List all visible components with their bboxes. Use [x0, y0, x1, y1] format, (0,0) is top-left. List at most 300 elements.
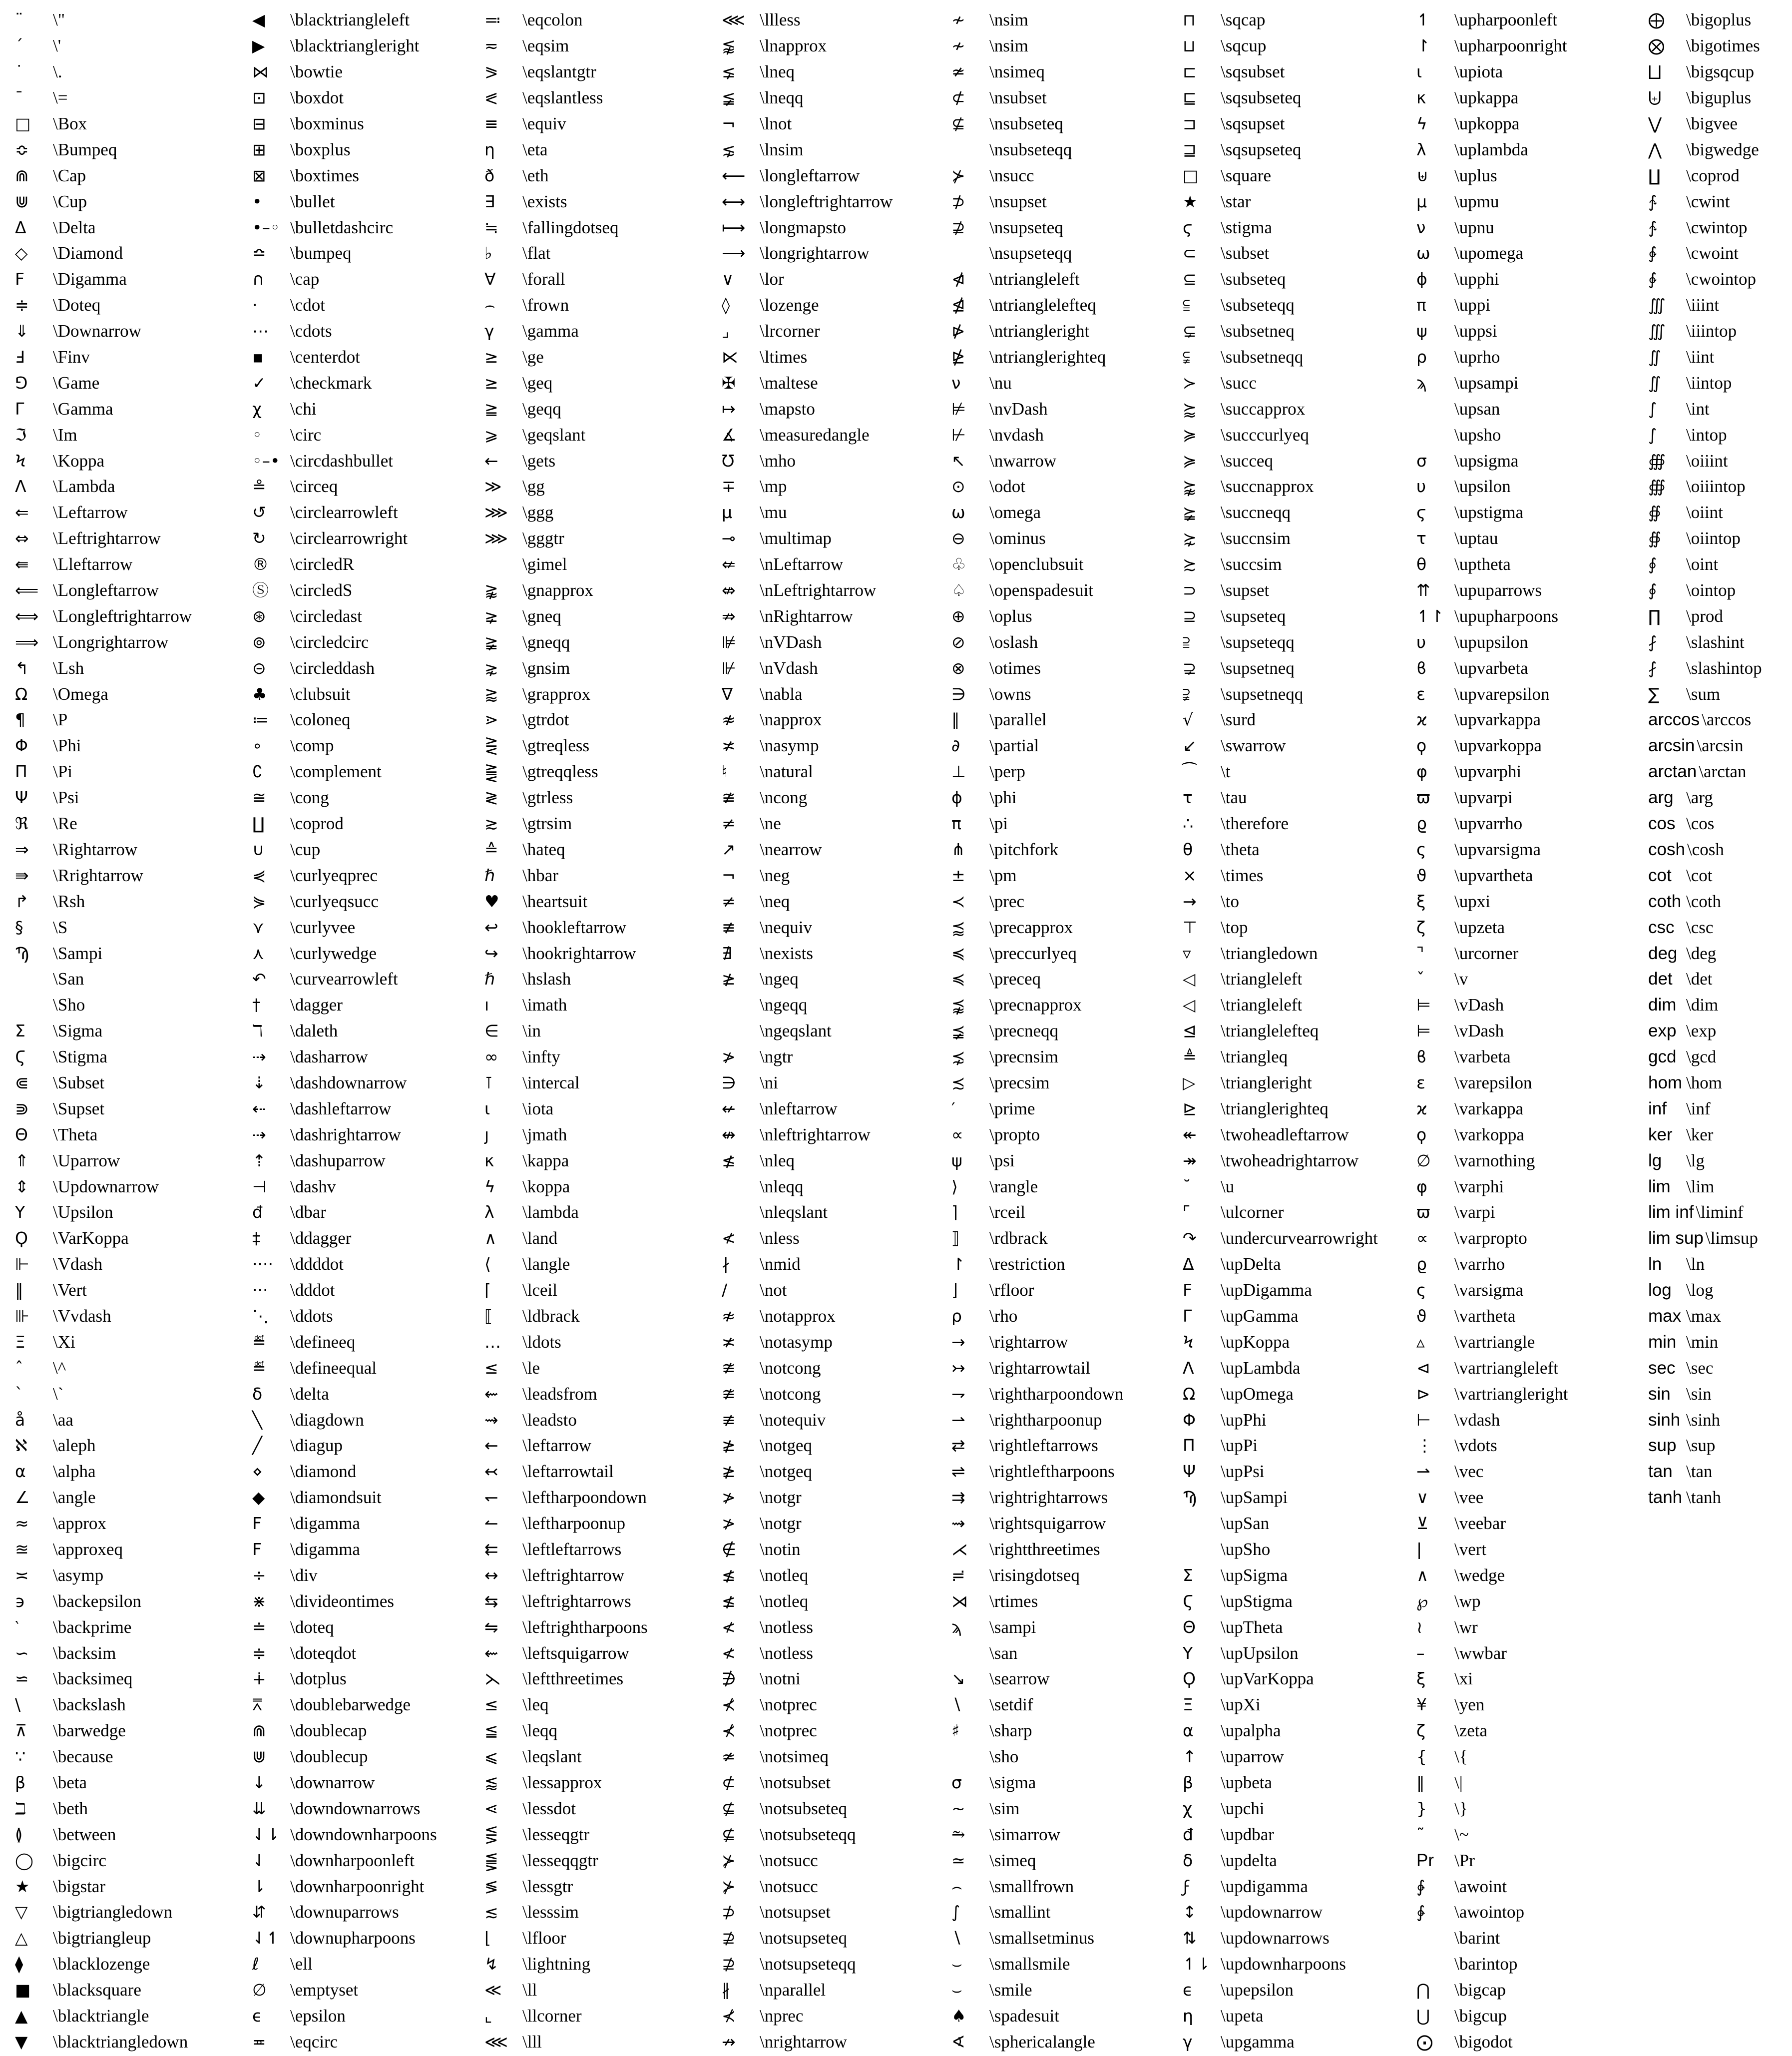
- symbol-glyph: ⪉: [722, 36, 736, 56]
- symbol-command: \notsupseteqq: [760, 1954, 856, 1974]
- symbol-row: [951, 1070, 1123, 1096]
- symbol-glyph: ⊈: [951, 114, 965, 133]
- symbol-row: [722, 111, 893, 137]
- symbol-command: \jmath: [522, 1124, 567, 1144]
- symbol-glyph: Ϛ: [1183, 1591, 1194, 1611]
- symbol-command: \ulcorner: [1221, 1202, 1284, 1222]
- symbol-glyph: φ: [1416, 762, 1427, 782]
- symbol-row: [1416, 551, 1568, 577]
- symbol-row: [1183, 85, 1378, 111]
- symbol-command: \Xi: [53, 1332, 75, 1352]
- symbol-glyph: ψ: [951, 1150, 962, 1170]
- symbol-glyph: ⇃⇂: [252, 1824, 280, 1844]
- symbol-command: \Stigma: [53, 1047, 107, 1067]
- symbol-row: [1648, 188, 1762, 214]
- symbol-command: \notasymp: [760, 1332, 833, 1352]
- symbol-row: [722, 59, 893, 85]
- symbol-glyph: ∮: [1648, 554, 1657, 574]
- symbol-glyph: ⪇: [722, 62, 736, 82]
- symbol-row: [722, 1666, 893, 1692]
- symbol-glyph: ⊘: [951, 632, 965, 652]
- symbol-row: [722, 1951, 893, 1977]
- symbol-row: [15, 292, 192, 318]
- symbol-glyph: ∩: [252, 269, 265, 289]
- symbol-command: \upharpoonleft: [1454, 10, 1558, 30]
- symbol-glyph: χ: [1183, 1798, 1193, 1818]
- symbol-glyph: ℑ: [15, 425, 27, 445]
- symbol-glyph: ⊠: [252, 165, 266, 185]
- symbol-row: [15, 681, 192, 707]
- symbol-glyph: ⊅: [951, 191, 965, 211]
- symbol-command: \ngeqq: [760, 995, 808, 1015]
- symbol-row: [951, 1977, 1123, 2003]
- symbol-glyph: ↦: [722, 399, 736, 419]
- symbol-row: [15, 266, 192, 292]
- symbol-command: \ddagger: [290, 1228, 352, 1248]
- symbol-glyph: ℧: [722, 451, 735, 471]
- symbol-glyph: ↿↾: [1416, 606, 1444, 626]
- symbol-command: \sqsupseteq: [1221, 139, 1302, 159]
- symbol-row: [951, 1225, 1123, 1251]
- symbol-command: \le: [522, 1358, 540, 1378]
- symbol-glyph: ↓: [252, 1773, 266, 1792]
- symbol-glyph: ····: [252, 1254, 273, 1274]
- symbol-command: \notcong: [760, 1384, 821, 1404]
- symbol-glyph: ⪶: [1183, 503, 1197, 522]
- symbol-glyph: ⋋: [484, 1669, 501, 1689]
- symbol-row: [484, 733, 648, 759]
- symbol-row: [1416, 837, 1568, 863]
- symbol-command: \subsetneq: [1221, 321, 1295, 341]
- symbol-command: \Upsilon: [53, 1202, 113, 1222]
- symbol-glyph: ⇋: [484, 1617, 498, 1637]
- symbol-command: \pitchfork: [989, 839, 1059, 859]
- symbol-command: \notin: [760, 1539, 801, 1559]
- symbol-glyph: ≝: [252, 1358, 266, 1378]
- symbol-glyph: lim inf: [1648, 1202, 1694, 1222]
- symbol-command: \nparallel: [760, 1980, 826, 2000]
- symbol-row: [1183, 759, 1378, 785]
- symbol-row: [1416, 992, 1568, 1018]
- symbol-glyph: ≅: [252, 788, 266, 808]
- symbol-row: [1183, 888, 1378, 914]
- symbol-command: \upharpoonright: [1454, 36, 1567, 56]
- symbol-glyph: ˇ: [1416, 969, 1425, 989]
- symbol-row: [1416, 1614, 1568, 1640]
- symbol-glyph: ⪌: [484, 762, 498, 782]
- symbol-command: \notsupset: [760, 1902, 831, 1922]
- symbol-command: \downdownharpoons: [290, 1824, 437, 1844]
- symbol-row: [484, 188, 648, 214]
- symbol-row: [1183, 2029, 1378, 2055]
- symbol-command: \bigoplus: [1686, 10, 1752, 30]
- symbol-glyph: ✠: [722, 373, 736, 393]
- symbol-command: \nwarrow: [989, 451, 1057, 471]
- symbol-glyph: ¶: [15, 710, 25, 730]
- symbol-row: [252, 785, 437, 811]
- symbol-glyph: ⇐: [15, 503, 29, 522]
- symbol-command: \upeta: [1221, 2006, 1264, 2026]
- symbol-row: [252, 396, 437, 422]
- symbol-command: \nleftrightarrow: [760, 1124, 871, 1144]
- symbol-command: \oiiintop: [1686, 477, 1746, 497]
- symbol-glyph: ⥲: [951, 1824, 965, 1844]
- symbol-row: [1183, 525, 1378, 551]
- symbol-glyph: ⊴: [1183, 1021, 1197, 1041]
- symbol-glyph: det: [1648, 969, 1673, 989]
- symbol-glyph: ♣: [252, 684, 267, 704]
- symbol-row: [1183, 1199, 1378, 1225]
- symbol-column-8: [1648, 7, 1762, 1511]
- symbol-row: [1416, 1018, 1568, 1044]
- symbol-glyph: ≳: [484, 814, 498, 834]
- symbol-command: \rightleftarrows: [989, 1436, 1098, 1456]
- symbol-command: \stigma: [1221, 217, 1273, 237]
- symbol-row: [951, 966, 1123, 992]
- symbol-command: \nvDash: [989, 399, 1048, 419]
- symbol-glyph: ∵: [15, 1747, 25, 1767]
- symbol-row: [1183, 1718, 1378, 1744]
- symbol-glyph: ≕: [484, 10, 501, 30]
- symbol-command: \nless: [760, 1228, 800, 1248]
- symbol-command: \psi: [989, 1150, 1015, 1170]
- symbol-glyph: δ: [252, 1384, 263, 1404]
- symbol-glyph: ⋘: [722, 10, 745, 30]
- symbol-glyph: ≑: [15, 295, 29, 315]
- symbol-command: \subset: [1221, 243, 1270, 263]
- symbol-row: [722, 240, 893, 266]
- symbol-row: [1648, 448, 1762, 474]
- symbol-row: [1416, 1977, 1568, 2003]
- symbol-command: \succapprox: [1221, 399, 1306, 419]
- symbol-row: [252, 759, 437, 785]
- symbol-command: \eqcirc: [290, 2032, 338, 2052]
- symbol-row: [484, 500, 648, 525]
- symbol-row: [951, 1044, 1123, 1070]
- symbol-row: [722, 992, 893, 1018]
- symbol-command: \succeq: [1221, 451, 1273, 471]
- symbol-command: \Cup: [53, 191, 87, 211]
- symbol-row: [722, 1121, 893, 1147]
- symbol-row: [722, 1821, 893, 1847]
- symbol-command: \upsampi: [1454, 373, 1519, 393]
- symbol-row: [1648, 1199, 1762, 1225]
- symbol-glyph: ⁀: [1183, 762, 1196, 782]
- symbol-command: \cot: [1686, 865, 1713, 885]
- symbol-glyph: Ξ: [15, 1332, 25, 1352]
- symbol-glyph: ≒: [484, 217, 498, 237]
- symbol-command: \rightthreetimes: [989, 1539, 1100, 1559]
- symbol-glyph: π: [951, 814, 961, 834]
- symbol-row: [252, 707, 437, 733]
- symbol-glyph: ≡: [484, 114, 498, 133]
- symbol-command: \leftrightarrow: [522, 1565, 625, 1585]
- symbol-glyph: ⇛: [15, 865, 29, 885]
- symbol-command: \precsim: [989, 1072, 1050, 1092]
- symbol-row: [252, 525, 437, 551]
- symbol-row: [252, 992, 437, 1018]
- symbol-command: \upphi: [1454, 269, 1499, 289]
- symbol-command: \gtrsim: [522, 814, 572, 834]
- symbol-glyph: ´: [15, 36, 23, 56]
- symbol-glyph: ∰: [1648, 477, 1666, 497]
- symbol-glyph: ↖: [951, 451, 965, 471]
- symbol-command: \Theta: [53, 1124, 98, 1144]
- symbol-row: [252, 681, 437, 707]
- symbol-command: \circledR: [290, 554, 355, 574]
- symbol-glyph: ≉: [722, 1306, 736, 1326]
- symbol-command: \bigodot: [1454, 2032, 1513, 2052]
- symbol-command: \sphericalangle: [989, 2032, 1095, 2052]
- symbol-row: [1648, 422, 1762, 448]
- symbol-command: \chi: [290, 399, 317, 419]
- symbol-row: [1183, 1899, 1378, 1925]
- symbol-command: \llcorner: [522, 2006, 582, 2026]
- symbol-glyph: ⇵: [252, 1902, 266, 1922]
- symbol-glyph: ϰ: [1416, 1098, 1427, 1118]
- symbol-command: \Bumpeq: [53, 139, 117, 159]
- symbol-row: [15, 862, 192, 888]
- symbol-row: [1416, 85, 1568, 111]
- symbol-command: \triangleright: [1221, 1072, 1312, 1092]
- symbol-command: \measuredangle: [760, 425, 870, 445]
- symbol-row: [15, 1303, 192, 1329]
- symbol-command: \eqsim: [522, 36, 569, 56]
- symbol-row: [15, 914, 192, 940]
- symbol-row: [722, 914, 893, 940]
- symbol-row: [252, 629, 437, 655]
- symbol-row: [484, 1407, 648, 1433]
- symbol-glyph: ≄: [722, 1747, 736, 1767]
- symbol-glyph: ρ: [951, 1306, 962, 1326]
- symbol-row: [1416, 525, 1568, 551]
- symbol-row: [1183, 629, 1378, 655]
- symbol-glyph: ∬: [1648, 373, 1662, 393]
- symbol-glyph: arccos: [1648, 710, 1700, 730]
- symbol-row: [1183, 1537, 1378, 1562]
- symbol-row: [722, 1899, 893, 1925]
- symbol-command: \ll: [522, 1980, 537, 2000]
- symbol-command: \=: [53, 88, 68, 108]
- symbol-command: \Longleftrightarrow: [53, 606, 192, 626]
- symbol-glyph: ⇄: [951, 1436, 965, 1456]
- symbol-row: [722, 1433, 893, 1459]
- symbol-command: \upSigma: [1221, 1565, 1288, 1585]
- symbol-row: [252, 33, 437, 59]
- symbol-row: [15, 733, 192, 759]
- symbol-row: [1416, 707, 1568, 733]
- symbol-command: \succsim: [1221, 554, 1282, 574]
- symbol-command: \undercurvearrowright: [1221, 1228, 1378, 1248]
- symbol-row: [722, 1562, 893, 1588]
- symbol-row: [722, 1873, 893, 1899]
- symbol-glyph: ∠: [15, 1488, 30, 1508]
- symbol-row: [252, 1640, 437, 1666]
- symbol-glyph: ∂: [951, 736, 960, 756]
- symbol-glyph: ⩽: [484, 1747, 498, 1767]
- symbol-row: [15, 525, 192, 551]
- symbol-glyph: ⊟: [252, 114, 266, 133]
- symbol-command: \notgeq: [760, 1436, 812, 1456]
- symbol-glyph: α: [15, 1462, 26, 1482]
- symbol-command: \eqcolon: [522, 10, 583, 30]
- symbol-glyph: ⇆: [484, 1591, 498, 1611]
- symbol-row: [252, 1121, 437, 1147]
- symbol-command: \urcorner: [1454, 943, 1519, 963]
- symbol-row: [722, 577, 893, 603]
- symbol-command: \complement: [290, 762, 382, 782]
- symbol-row: [1648, 811, 1762, 837]
- symbol-command: \nearrow: [760, 839, 822, 859]
- symbol-command: \geqslant: [522, 425, 586, 445]
- symbol-command: \san: [989, 1643, 1018, 1663]
- symbol-command: \t: [1221, 762, 1231, 782]
- symbol-glyph: ⊞: [252, 139, 266, 159]
- symbol-glyph: inf: [1648, 1098, 1667, 1118]
- symbol-row: [15, 1977, 192, 2003]
- symbol-row: [722, 2029, 893, 2055]
- symbol-command: \beth: [53, 1798, 88, 1818]
- symbol-glyph: ◇: [15, 243, 28, 263]
- symbol-row: [1416, 1511, 1568, 1537]
- symbol-glyph: Ϛ: [15, 1047, 26, 1067]
- symbol-glyph: ⟺: [15, 606, 39, 626]
- symbol-glyph: ⨏: [1648, 658, 1657, 678]
- symbol-glyph: lim: [1648, 1176, 1671, 1196]
- symbol-command: \P: [53, 710, 68, 730]
- symbol-command: \lessgtr: [522, 1876, 573, 1896]
- symbol-glyph: κ: [484, 1150, 494, 1170]
- symbol-command: \upvarsigma: [1454, 839, 1541, 859]
- symbol-row: [484, 1977, 648, 2003]
- symbol-glyph: ⊀: [722, 1695, 736, 1715]
- symbol-command: \lneqq: [760, 88, 804, 108]
- symbol-glyph: ⊈: [722, 1798, 736, 1818]
- symbol-glyph: Ϟ: [15, 451, 26, 471]
- symbol-row: [252, 1692, 437, 1718]
- symbol-command: \nLeftarrow: [760, 554, 844, 574]
- symbol-row: [484, 1770, 648, 1796]
- symbol-glyph: ⋐: [15, 1072, 29, 1092]
- symbol-row: [1183, 992, 1378, 1018]
- symbol-command: \supset: [1221, 580, 1270, 600]
- symbol-glyph: ℵ: [15, 1436, 27, 1456]
- symbol-row: [484, 370, 648, 396]
- symbol-glyph: ⟨: [484, 1254, 491, 1274]
- symbol-command: \diamond: [290, 1462, 357, 1482]
- symbol-row: [15, 240, 192, 266]
- symbol-row: [1648, 1044, 1762, 1070]
- symbol-row: [1648, 966, 1762, 992]
- symbol-glyph: ⋨: [951, 1047, 965, 1067]
- symbol-row: [1416, 1795, 1568, 1821]
- symbol-command: \curlywedge: [290, 943, 377, 963]
- symbol-row: [252, 1173, 437, 1199]
- symbol-row: [252, 474, 437, 500]
- symbol-command: \arctan: [1699, 762, 1747, 782]
- symbol-row: [15, 214, 192, 240]
- symbol-command: \ni: [760, 1072, 778, 1092]
- symbol-command: \approxeq: [53, 1539, 123, 1559]
- symbol-row: [1416, 344, 1568, 370]
- symbol-glyph: ∫: [1648, 399, 1657, 419]
- symbol-row: [722, 1199, 893, 1225]
- symbol-row: [1648, 992, 1762, 1018]
- symbol-command: \vdots: [1454, 1436, 1497, 1456]
- symbol-command: \sec: [1686, 1358, 1714, 1378]
- symbol-row: [15, 396, 192, 422]
- symbol-row: [1183, 1277, 1378, 1303]
- symbol-row: [951, 525, 1123, 551]
- symbol-row: [484, 1718, 648, 1744]
- symbol-command: \notsucc: [760, 1850, 818, 1870]
- symbol-row: [722, 318, 893, 344]
- symbol-command: \notprec: [760, 1695, 817, 1715]
- symbol-row: [951, 1718, 1123, 1744]
- symbol-glyph: ker: [1648, 1124, 1673, 1144]
- symbol-glyph: ∔: [252, 1669, 266, 1689]
- symbol-row: [1416, 448, 1568, 474]
- symbol-glyph: ℸ: [252, 1021, 263, 1041]
- symbol-glyph: ⋘: [484, 2032, 508, 2052]
- symbol-row: [1183, 1925, 1378, 1951]
- symbol-command: \imath: [522, 995, 567, 1015]
- symbol-row: [15, 940, 192, 966]
- symbol-row: [951, 266, 1123, 292]
- symbol-command: \downharpoonleft: [290, 1850, 415, 1870]
- symbol-command: \ntriangleright: [989, 321, 1090, 341]
- symbol-row: [252, 966, 437, 992]
- symbol-row: [484, 214, 648, 240]
- symbol-glyph: ⪋: [484, 1850, 498, 1870]
- symbol-row: [484, 811, 648, 837]
- symbol-row: [951, 318, 1123, 344]
- symbol-glyph: …: [484, 1332, 501, 1352]
- symbol-command: \{: [1454, 1747, 1468, 1767]
- symbol-command: \gtrless: [522, 788, 573, 808]
- symbol-command: \Leftrightarrow: [53, 528, 161, 548]
- symbol-command: \equiv: [522, 114, 566, 133]
- symbol-row: [722, 2003, 893, 2029]
- symbol-glyph: ◯: [15, 1850, 33, 1870]
- symbol-command: \sin: [1686, 1384, 1712, 1404]
- symbol-row: [1183, 1173, 1378, 1199]
- symbol-glyph: ↛: [722, 2032, 736, 2052]
- symbol-command: \ln: [1686, 1254, 1705, 1274]
- symbol-row: [484, 1511, 648, 1537]
- symbol-glyph: ∖: [951, 1695, 962, 1715]
- symbol-glyph: ∬: [1648, 347, 1662, 367]
- symbol-command: \Psi: [53, 788, 79, 808]
- symbol-command: \gcd: [1686, 1047, 1717, 1067]
- symbol-row: [1648, 1485, 1762, 1511]
- symbol-row: [1648, 111, 1762, 137]
- symbol-command: \uparrow: [1221, 1747, 1284, 1767]
- symbol-row: [484, 2029, 648, 2055]
- symbol-command: \upPsi: [1221, 1462, 1265, 1482]
- symbol-command: \supsetneqq: [1221, 684, 1304, 704]
- symbol-row: [951, 1562, 1123, 1588]
- symbol-glyph: ψ: [1416, 321, 1427, 341]
- symbol-row: [1416, 914, 1568, 940]
- symbol-glyph: ≦: [484, 1721, 498, 1741]
- symbol-glyph: ∏: [1648, 606, 1661, 626]
- symbol-command: \cap: [290, 269, 320, 289]
- symbol-row: [951, 422, 1123, 448]
- symbol-glyph: ⇀: [1416, 1462, 1430, 1482]
- symbol-row: [1416, 1847, 1568, 1873]
- symbol-glyph: ≭: [722, 1332, 736, 1352]
